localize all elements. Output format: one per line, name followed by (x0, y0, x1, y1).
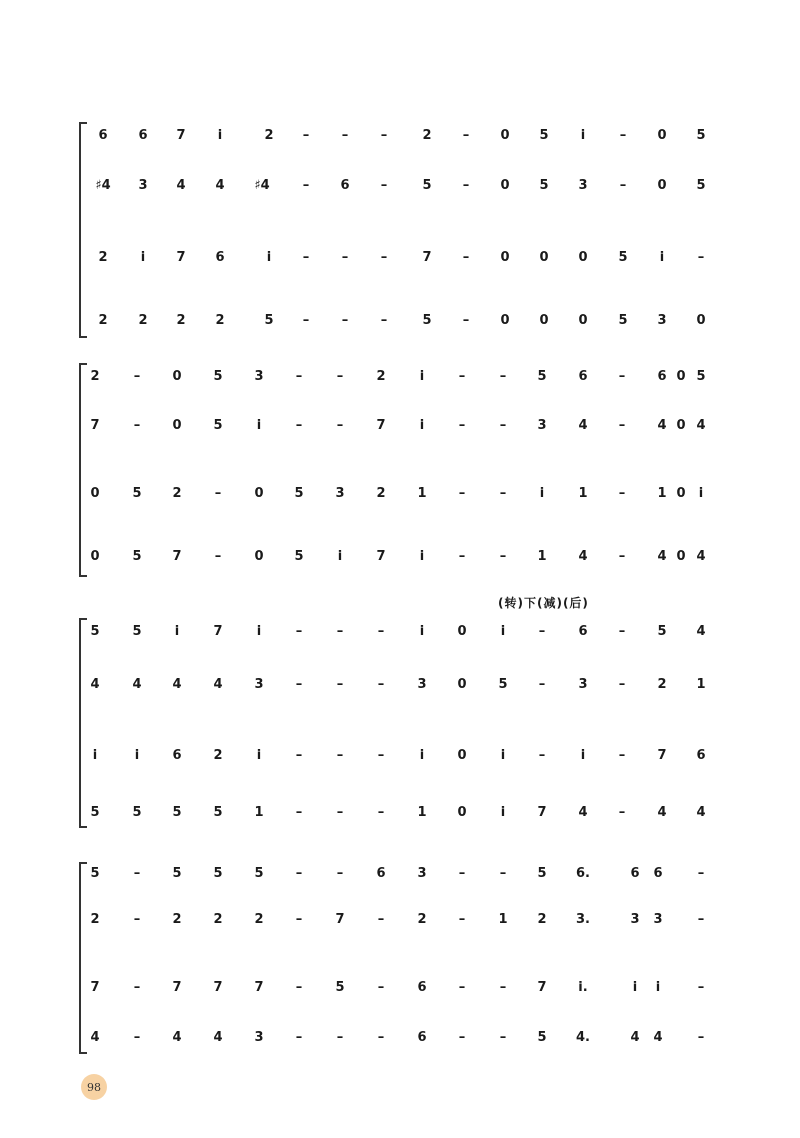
voice-line (0, 369, 800, 399)
note: 4 (172, 1030, 182, 1045)
note: 6 (98, 128, 108, 143)
note: 7 (254, 980, 264, 995)
note: i (539, 486, 545, 501)
note: i (419, 549, 425, 564)
note: 7 (213, 624, 223, 639)
note: 4 (213, 1030, 223, 1045)
note: – (341, 128, 349, 143)
note: 7 (422, 250, 432, 265)
note: 7 (537, 805, 547, 820)
note: – (295, 1030, 303, 1045)
note: – (336, 748, 344, 763)
note: – (458, 866, 466, 881)
note: 1 (498, 912, 508, 927)
note: 3 (630, 912, 640, 927)
note: 0 (578, 313, 588, 328)
note: 5 (294, 486, 304, 501)
note: – (538, 677, 546, 692)
note: 2 (376, 369, 386, 384)
voice-line (0, 128, 800, 158)
note: 5 (294, 549, 304, 564)
note: 4 (657, 549, 667, 564)
note: 2 (172, 486, 182, 501)
note: 2 (172, 912, 182, 927)
voice-line (0, 178, 800, 208)
note: 4 (172, 677, 182, 692)
note: – (295, 748, 303, 763)
note: – (380, 313, 388, 328)
note: 5 (422, 178, 432, 193)
note: – (133, 1030, 141, 1045)
note: 2 (90, 369, 100, 384)
note: 6 (657, 369, 667, 384)
note: 3 (657, 313, 667, 328)
note: 7 (376, 549, 386, 564)
note: – (458, 980, 466, 995)
note: – (499, 549, 507, 564)
note: 4 (176, 178, 186, 193)
note: 4 (696, 805, 706, 820)
note: – (697, 912, 705, 927)
note: 5 (657, 624, 667, 639)
note: 5 (422, 313, 432, 328)
note: – (295, 677, 303, 692)
note: – (380, 128, 388, 143)
note: – (618, 369, 626, 384)
note: 4 (578, 805, 588, 820)
note: 4 (132, 677, 142, 692)
note: – (377, 912, 385, 927)
note: 2 (264, 128, 274, 143)
note: 1 (417, 486, 427, 501)
voice-line (0, 486, 800, 516)
note: – (377, 980, 385, 995)
note: 7 (335, 912, 345, 927)
voice-line (0, 549, 800, 579)
note: 3 (417, 866, 427, 881)
note: 5 (213, 805, 223, 820)
note: – (618, 624, 626, 639)
note: 0 (172, 418, 182, 433)
note: 7 (537, 980, 547, 995)
note: – (295, 624, 303, 639)
note: – (377, 805, 385, 820)
note: 0 (457, 624, 467, 639)
note: 0 (254, 486, 264, 501)
note: i (256, 624, 262, 639)
note: 2 (537, 912, 547, 927)
note: 7 (213, 980, 223, 995)
note: – (214, 549, 222, 564)
note: 2 (98, 313, 108, 328)
note: – (133, 912, 141, 927)
note: ♯4 (254, 178, 270, 193)
page-number-badge (81, 1074, 107, 1100)
note: 3 (254, 369, 264, 384)
note: 0 (457, 805, 467, 820)
note: 5 (498, 677, 508, 692)
note: – (336, 866, 344, 881)
note: – (458, 486, 466, 501)
note: 4 (90, 677, 100, 692)
note: – (462, 128, 470, 143)
note: 7 (176, 128, 186, 143)
note: – (499, 418, 507, 433)
note: 3 (417, 677, 427, 692)
note: – (302, 250, 310, 265)
note: – (295, 805, 303, 820)
note: 4. (576, 1030, 590, 1045)
note: 1 (578, 486, 588, 501)
note: i (266, 250, 272, 265)
note: – (336, 805, 344, 820)
note: 4 (653, 1030, 663, 1045)
note: 4 (630, 1030, 640, 1045)
note: 0 (254, 549, 264, 564)
note: – (697, 866, 705, 881)
note: 7 (90, 980, 100, 995)
voice-line (0, 805, 800, 835)
note: – (618, 549, 626, 564)
voice-line (0, 748, 800, 778)
note: 6 (340, 178, 350, 193)
tempo-annotation: (转)下(减)(后) (498, 596, 589, 610)
note: – (499, 1030, 507, 1045)
note: – (499, 369, 507, 384)
note: 0 (578, 250, 588, 265)
note: i (256, 748, 262, 763)
note: 5 (132, 486, 142, 501)
note: 6 (696, 748, 706, 763)
note: 7 (172, 980, 182, 995)
note: 2 (254, 912, 264, 927)
note: 6 (653, 866, 663, 881)
note: ♯4 (95, 178, 111, 193)
voice-line (0, 912, 800, 942)
note: 7 (657, 748, 667, 763)
note: 6 (215, 250, 225, 265)
note: – (618, 748, 626, 763)
note: 6 (172, 748, 182, 763)
note: – (697, 1030, 705, 1045)
note: 5 (213, 866, 223, 881)
note: – (618, 805, 626, 820)
note: i (419, 418, 425, 433)
note: 6 (417, 980, 427, 995)
note: 5 (90, 866, 100, 881)
note: – (462, 313, 470, 328)
note: 5 (213, 418, 223, 433)
note: i (217, 128, 223, 143)
note: 6 (578, 369, 588, 384)
note: – (295, 980, 303, 995)
note: 7 (376, 418, 386, 433)
note: 3 (335, 486, 345, 501)
note: i (92, 748, 98, 763)
note: 5 (335, 980, 345, 995)
note: 2 (176, 313, 186, 328)
note: 6 (578, 624, 588, 639)
note: – (697, 980, 705, 995)
note: i (134, 748, 140, 763)
note: – (619, 128, 627, 143)
note: – (133, 369, 141, 384)
note: – (462, 178, 470, 193)
note: – (302, 313, 310, 328)
note: – (295, 912, 303, 927)
voice-line (0, 250, 800, 280)
note: – (380, 178, 388, 193)
note: – (133, 866, 141, 881)
voice-line (0, 677, 800, 707)
note: i (419, 369, 425, 384)
note: – (341, 313, 349, 328)
note: 5 (537, 1030, 547, 1045)
note: 3 (254, 677, 264, 692)
note: – (295, 418, 303, 433)
note: 6 (630, 866, 640, 881)
note: 4 (213, 677, 223, 692)
note: 5 (90, 624, 100, 639)
note: 5 (172, 805, 182, 820)
voice-line (0, 1030, 800, 1060)
note: i (500, 748, 506, 763)
note: 3 (254, 1030, 264, 1045)
voice-line (0, 624, 800, 654)
note: – (295, 369, 303, 384)
note: – (302, 178, 310, 193)
note: i (698, 486, 704, 501)
note: 3 (578, 178, 588, 193)
note: 0 (539, 250, 549, 265)
note: 0 (90, 549, 100, 564)
note: – (377, 1030, 385, 1045)
note: – (336, 418, 344, 433)
note: 2 (657, 677, 667, 692)
note: 0 (696, 313, 706, 328)
note: 5 (539, 178, 549, 193)
note: 2 (213, 748, 223, 763)
note: 2 (213, 912, 223, 927)
note: 2 (417, 912, 427, 927)
note: – (133, 418, 141, 433)
note: – (462, 250, 470, 265)
note: – (336, 677, 344, 692)
note: – (336, 1030, 344, 1045)
note: i (580, 748, 586, 763)
note: i (500, 805, 506, 820)
note: 2 (98, 250, 108, 265)
note: 0 (90, 486, 100, 501)
note: i. (578, 980, 588, 995)
note: 4 (696, 549, 706, 564)
note: 2 (422, 128, 432, 143)
note: 7 (172, 549, 182, 564)
note: 4 (657, 805, 667, 820)
note: 5 (696, 178, 706, 193)
note: – (458, 912, 466, 927)
note: – (618, 418, 626, 433)
note: 3 (578, 677, 588, 692)
note: 5 (132, 624, 142, 639)
note: 5 (213, 369, 223, 384)
note: – (499, 866, 507, 881)
note: i (580, 128, 586, 143)
note: 1 (254, 805, 264, 820)
note: 0 (676, 369, 686, 384)
note: 5 (537, 369, 547, 384)
note: i (174, 624, 180, 639)
note: 7 (176, 250, 186, 265)
note: – (458, 549, 466, 564)
note: i (256, 418, 262, 433)
voice-line (0, 313, 800, 343)
note: 4 (657, 418, 667, 433)
note: 5 (90, 805, 100, 820)
note: 5 (264, 313, 274, 328)
note: – (697, 250, 705, 265)
note: – (214, 486, 222, 501)
note: 2 (138, 313, 148, 328)
note: 5 (618, 313, 628, 328)
note: – (377, 748, 385, 763)
note: 5 (132, 549, 142, 564)
note: 1 (417, 805, 427, 820)
note: – (458, 418, 466, 433)
note: 5 (254, 866, 264, 881)
note: 2 (376, 486, 386, 501)
note: – (538, 624, 546, 639)
note: 6 (417, 1030, 427, 1045)
note: 1 (537, 549, 547, 564)
note: 5 (696, 369, 706, 384)
note: i (500, 624, 506, 639)
note: 4 (578, 549, 588, 564)
note: 5 (537, 866, 547, 881)
note: 0 (657, 128, 667, 143)
voice-line (0, 866, 800, 896)
note: – (336, 624, 344, 639)
note: – (377, 677, 385, 692)
note: – (619, 178, 627, 193)
note: 0 (172, 369, 182, 384)
note: 0 (457, 748, 467, 763)
note: 6 (376, 866, 386, 881)
note: – (380, 250, 388, 265)
note: – (295, 866, 303, 881)
note: 0 (539, 313, 549, 328)
note: 0 (457, 677, 467, 692)
note: 0 (657, 178, 667, 193)
note: 1 (657, 486, 667, 501)
note: 1 (696, 677, 706, 692)
note: 0 (500, 178, 510, 193)
note: 3 (537, 418, 547, 433)
note: 0 (500, 313, 510, 328)
note: – (302, 128, 310, 143)
note: – (618, 486, 626, 501)
note: – (538, 748, 546, 763)
note: i (632, 980, 638, 995)
page-number: 98 (87, 1080, 101, 1094)
note: 4 (696, 624, 706, 639)
note: – (377, 624, 385, 639)
note: 2 (90, 912, 100, 927)
note: i (337, 549, 343, 564)
voice-line (0, 418, 800, 448)
note: 4 (215, 178, 225, 193)
note: 4 (90, 1030, 100, 1045)
note: i (655, 980, 661, 995)
note: – (336, 369, 344, 384)
note: i (419, 748, 425, 763)
note: – (458, 1030, 466, 1045)
note: – (499, 486, 507, 501)
note: – (458, 369, 466, 384)
note: 7 (90, 418, 100, 433)
note: i (140, 250, 146, 265)
note: – (499, 980, 507, 995)
note: i (419, 624, 425, 639)
note: – (133, 980, 141, 995)
note: 3 (653, 912, 663, 927)
note: 3 (138, 178, 148, 193)
note: i (659, 250, 665, 265)
note: 5 (172, 866, 182, 881)
note: 0 (500, 128, 510, 143)
note: 0 (500, 250, 510, 265)
note: 6 (138, 128, 148, 143)
voice-line (0, 980, 800, 1010)
note: 3. (576, 912, 590, 927)
note: 5 (618, 250, 628, 265)
note: 6. (576, 866, 590, 881)
note: 0 (676, 486, 686, 501)
note: 5 (539, 128, 549, 143)
note: 4 (696, 418, 706, 433)
note: 5 (696, 128, 706, 143)
note: 0 (676, 549, 686, 564)
note: – (341, 250, 349, 265)
note: 4 (578, 418, 588, 433)
note: – (618, 677, 626, 692)
note: 2 (215, 313, 225, 328)
note: 0 (676, 418, 686, 433)
note: 5 (132, 805, 142, 820)
